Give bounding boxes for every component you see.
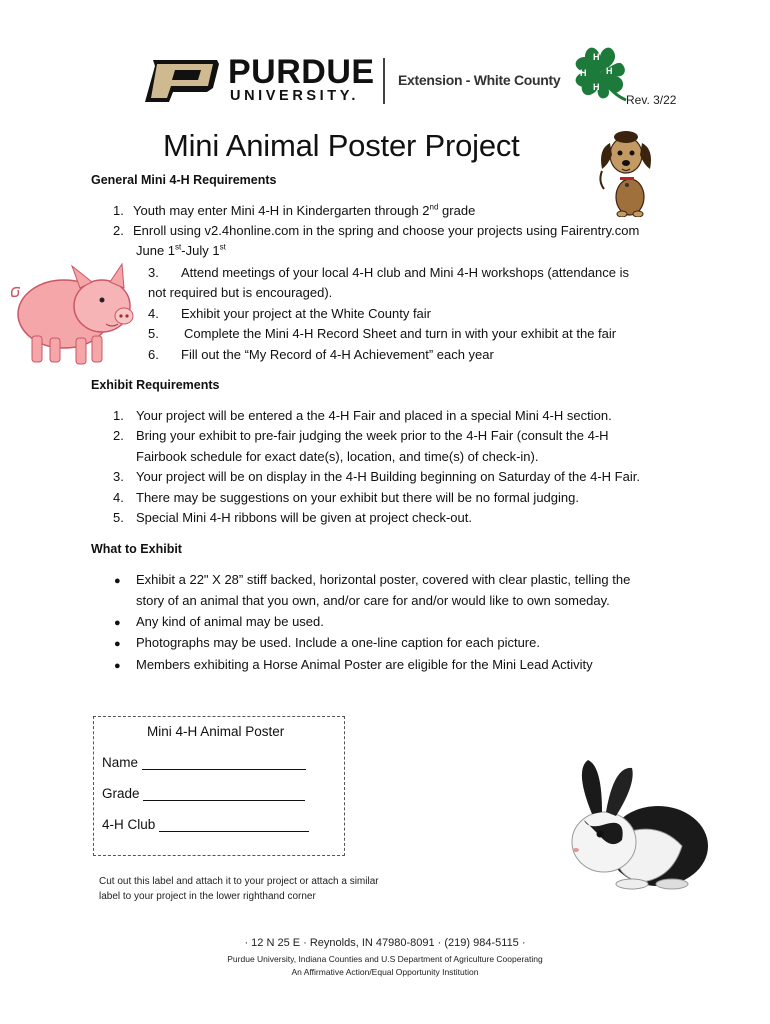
footer-address: · 12 N 25 E · Reynolds, IN 47980-8091 · (219) 984-5115 · <box>244 937 526 949</box>
svg-text:H: H <box>593 52 600 62</box>
label-name-field[interactable]: Name <box>102 755 306 770</box>
label-grade-field[interactable]: Grade <box>102 786 305 801</box>
bullet-icon: ● <box>114 617 121 629</box>
dog-illustration <box>596 125 656 217</box>
revision-date: Rev. 3/22 <box>626 93 677 107</box>
what-item-4: ● Members exhibiting a Horse Animal Poster are eligible for the Mini Lead Activity <box>114 657 593 672</box>
general-item-4: 4. Exhibit your project at the White County fair <box>148 306 432 321</box>
svg-text:H: H <box>593 82 600 92</box>
general-item-3-cont: not required but is encouraged). <box>148 285 333 300</box>
exhibit-item-3: 3. Your project will be on display in the 4-H Building beginning on Saturday of the 4-H Fair. <box>113 469 640 484</box>
exhibit-item-2: 2. Bring your exhibit to pre-fair judging the week prior to the 4-H Fair (consult the 4-H <box>113 428 609 443</box>
what-item-3: ● Photographs may be used. Include a one-line caption for each picture. <box>114 635 540 650</box>
rabbit-illustration <box>562 750 712 892</box>
bullet-icon: ● <box>114 575 121 587</box>
exhibit-item-1: 1. Your project will be entered a the 4-H Fair and placed in a special Mini 4-H section. <box>113 408 612 423</box>
what-item-1-cont: story of an animal that you own, and/or care for and/or would like to own someday. <box>136 593 610 608</box>
general-item-6: 6. Fill out the “My Record of 4-H Achievement” each year <box>148 347 494 362</box>
svg-text:H: H <box>606 66 613 76</box>
exhibit-item-5: 5. Special Mini 4-H ribbons will be given at project check-out. <box>113 510 472 525</box>
label-club-field[interactable]: 4-H Club <box>102 817 309 832</box>
footer-cooperating: Purdue University, Indiana Counties and U.S Department of Agriculture Cooperating <box>227 954 543 964</box>
what-to-exhibit-heading: What to Exhibit <box>91 542 182 556</box>
exhibit-item-4: 4. There may be suggestions on your exhibit but there will be no formal judging. <box>113 490 579 505</box>
bullet-icon: ● <box>114 638 121 650</box>
pig-illustration <box>6 258 140 370</box>
general-item-3: 3. Attend meetings of your local 4-H club and Mini 4-H workshops (attendance is <box>148 265 629 280</box>
cutout-instructions: Cut out this label and attach it to your project or attach a similar label to your project in the lower righthand corner <box>99 876 379 902</box>
label-title: Mini 4-H Animal Poster <box>147 724 285 739</box>
what-item-2: ● Any kind of animal may be used. <box>114 614 324 629</box>
page-title: Mini Animal Poster Project <box>163 128 520 163</box>
university-wordmark: UNIVERSITY. <box>230 88 360 104</box>
general-item-2: 2. Enroll using v2.4honline.com in the spring and choose your projects using Fairentry.com <box>113 223 640 238</box>
four-h-clover-icon <box>568 40 632 104</box>
what-item-1: ● Exhibit a 22" X 28” stiff backed, horizontal poster, covered with clear plastic, telling the <box>114 572 631 587</box>
svg-text:H: H <box>580 68 587 78</box>
purdue-p-logo <box>143 58 221 104</box>
general-requirements-heading: General Mini 4-H Requirements <box>91 173 277 187</box>
exhibit-item-2-cont: Fairbook schedule for exact date(s), location, and time(s) of check-in). <box>136 449 539 464</box>
general-item-1: 1. Youth may enter Mini 4-H in Kindergarten through 2nd grade <box>113 202 476 218</box>
header-divider <box>383 58 385 104</box>
footer-eeo: An Affirmative Action/Equal Opportunity Institution <box>291 967 479 977</box>
bullet-icon: ● <box>114 660 121 672</box>
purdue-wordmark: PURDUE <box>228 53 375 91</box>
general-item-5: 5. Complete the Mini 4-H Record Sheet and turn in with your exhibit at the fair <box>148 326 617 341</box>
exhibit-requirements-heading: Exhibit Requirements <box>91 378 220 392</box>
extension-county: Extension - White County <box>398 72 561 88</box>
general-item-2-dates: June 1st-July 1st <box>136 242 226 258</box>
